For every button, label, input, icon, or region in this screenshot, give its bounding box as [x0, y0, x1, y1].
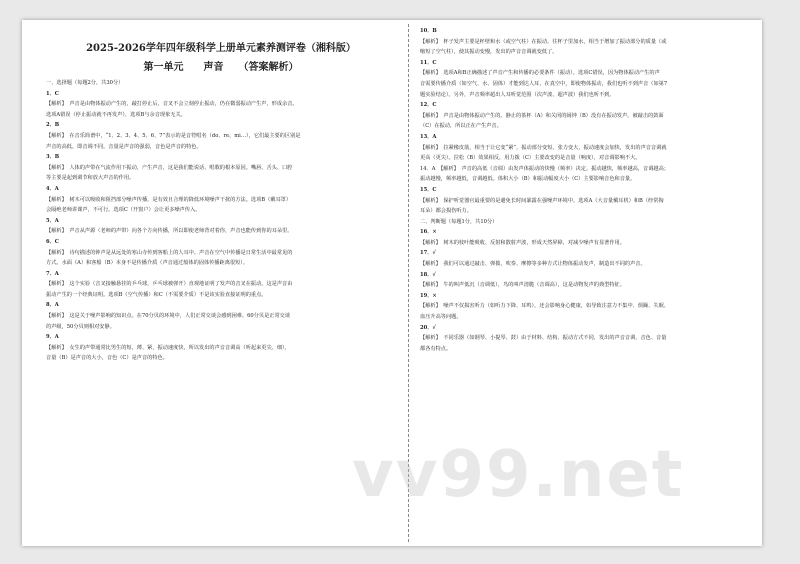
explanation-line: 【解析】 这个实验（音叉接触悬挂的乒乓球，乒乓球被弹开）直观地证明了发声的音叉在振动。这是声音由	[46, 281, 293, 288]
explanation-line: 振动越慢，频率越低，音调越低。体积大小（B）和振动幅度大小（C）主要影响音色和音量。	[420, 176, 636, 183]
explanation-line: 【解析】 牛的叫声低沉（音调低），鸟的叫声清脆（音调高），这是动物发声的典型特征。	[420, 282, 625, 289]
answer-number: 7．A	[46, 270, 59, 277]
explanation-line: 等主要是起到调节和放大声音的作用。	[46, 175, 135, 182]
answer-number: 19．×	[420, 292, 437, 299]
explanation-line: 耳朵）都会损伤听力。	[420, 208, 472, 215]
explanation-line: 【解析】 树木的枝叶能吸收、反射和散射声波，形成天然屏障，对减少噪声有显著作用。	[420, 239, 625, 246]
explanation-line: 【解析】 在音乐简谱中，“1、2、3、4、5、6、7”表示的是音符唱名（do、re、mi…），它们最主要的区别是	[46, 132, 301, 139]
explanation-line: 【解析】 拉紧橡皮筋，相当于让它变“紧”，振动部分变短、张力变大，振动速度会加快，发出的声音音调就	[420, 144, 667, 151]
explanation-line: 【解析】 诗句描述的钟声是从远处的寒山寺传到客船上的人耳中。声音在空气中传播是日常生活中最常见的	[46, 249, 293, 256]
left-column	[46, 26, 396, 364]
answer-number: 10．B	[420, 28, 437, 34]
page-title: 2025-2026学年四年级科学上册单元素养测评卷（湘科版）	[86, 43, 356, 54]
explanation-line: 【解析】 声音从声源（老师的声带）向各个方向传播，所以即使老师背对着你，声音也能传到你的耳朵里。	[46, 228, 293, 235]
explanation-line: 【解析】 杯子发声主要是杯壁和水（或空气柱）在振动。往杯子里加水，相当于增加了振动部分的质量（或	[420, 38, 667, 45]
explanation-line: 的声级，50分贝则相对安静。	[46, 323, 115, 330]
section-heading: 二、判断题（每题1分，共10分）	[420, 218, 498, 225]
explanation-line: 缩短了空气柱），使其振动变慢，发出的声音音调就变低了。	[420, 49, 558, 56]
explanation-line: 【解析】 保护听觉器官最重要的是避免长时间暴露在强噪声环境中。选项A（大音量戴耳机）和B（经常掏	[420, 197, 664, 204]
answer-number: 11．C	[420, 59, 437, 66]
answer-number: 1．C	[46, 90, 59, 97]
answer-number: 3．B	[46, 154, 60, 161]
explanation-line: 血压升高等问题。	[420, 314, 462, 321]
answer-number: 20．√	[420, 324, 436, 331]
answer-number: 13．A	[420, 133, 437, 140]
explanation-line: 会隔绝老师讲课声，不可行。选项C（开窗户）会让更多噪声传入。	[46, 207, 201, 214]
explanation-line: 音量（B）是声音的大小，音色（C）是声音的特色。	[46, 355, 168, 362]
watermark: vv99.net	[352, 438, 685, 512]
answer-number: 12．C	[420, 102, 437, 109]
explanation-line: 声音的高低，即音调不同。音量是声音的强弱，音色是声音的特色。	[46, 143, 202, 150]
explanation-line: 【解析】 女生的声带通常比男生的短、薄、紧，振动速度快，所以发出的声音音调高（听起来更尖、细），	[46, 344, 290, 351]
explanation-line: 音需要传播介质（如空气、水、固体）才能到达人耳，在真空中，即使物体振动，我们也听不到声音（如第7	[420, 80, 668, 87]
answer-number: 2．B	[46, 122, 60, 129]
answer-number: 6．C	[46, 238, 59, 245]
answer-number: 4．A	[46, 185, 59, 192]
explanation-line: 14．A 【解析】 声音的高低（音调）由发声体振动的快慢（频率）决定。振动越快，频率越高，音调越高；	[420, 165, 669, 172]
answer-number: 18．√	[420, 271, 436, 278]
explanation-line: 【解析】 不同乐器（如钢琴、小提琴、鼓）由于材料、结构、振动方式不同，发出的声音音调、音色、音量	[420, 335, 667, 342]
answer-number: 17．√	[420, 250, 436, 257]
column-divider	[408, 24, 409, 542]
explanation-line: 方式。水面（A）和客船（B）本身不是传播介质（声音通过船体的固体传播距离很短）。	[46, 260, 249, 267]
explanation-line: 【解析】 声音是由物体振动产生的。静止的茶杯（A）和关闭的闹钟（B）没有在振动发声。被敲击的鼓面	[420, 112, 664, 119]
explanation-line: 更高（更尖）。拉松（B）效果相反，用力拨（C）主要改变的是音量（响度），对音调影响不大。	[420, 155, 641, 162]
answer-sheet	[22, 20, 762, 546]
answer-number: 9．A	[46, 334, 59, 341]
explanation-line: 题实验结论）。另外，声音频率超出人耳听觉范围（次声波、超声波）我们也听不到。	[420, 91, 615, 98]
right-column-body	[420, 26, 740, 354]
explanation-line: 选项A错误（停止振动就不再发声），选项B与余音现象无关。	[46, 111, 186, 118]
section-heading: 一、选择题（每题2分，共30分）	[46, 80, 124, 86]
explanation-line: 【解析】 声音是由物体振动产生的，敲打停止后，音叉不会立刻停止振动，仍在微弱振动产生声，形成余音。	[46, 101, 298, 108]
answer-number: 15．C	[420, 186, 437, 193]
left-column-body	[46, 78, 396, 364]
explanation-line: 【解析】 噪声不仅损害听力（如听力下降、耳鸣），还会影响身心健康，如导致注意力不集中、烦躁、失眠、	[420, 303, 669, 310]
answer-number: 16．×	[420, 229, 437, 236]
explanation-line: 【解析】 树木可以吸收和阻挡部分噪声传播，是有效且合理的降低环境噪声干扰的方法。选项B（戴耳罩）	[46, 196, 292, 203]
right-column	[420, 26, 740, 354]
explanation-line: 【解析】 选项A和B正确描述了声音产生和传播的必要条件（振动）。选项C错误，因为物体振动产生的声	[420, 70, 660, 77]
explanation-line: 【解析】 人体的声带在气流作用下振动，产生声音，这是我们能说话、唱歌的根本原因。嘴唇、舌头、口腔	[46, 164, 293, 171]
explanation-line: 【解析】 这是关于噪声影响的知识点。在70分贝的环境中，人们正常交谈会感到困难。60分贝是正常交谈	[46, 313, 291, 320]
explanation-line: （C）在振动，所以正在产生声音。	[420, 123, 502, 130]
answer-number: 5．A	[46, 217, 59, 224]
answer-number: 8．A	[46, 302, 59, 309]
explanation-line: 都各有特点。	[420, 345, 452, 352]
explanation-line: 【解析】 我们可以通过敲击、弹拨、吹奏、摩擦等多种方式让物体振动发声，制造出不同的声音。	[420, 261, 646, 268]
page-subtitle: 第一单元 声音 （答案解析）	[143, 62, 299, 73]
explanation-line: 振动产生的一个经典证明。选项B（空气传播）和C（不需要介质）不是该实验直接证明的重点。	[46, 291, 267, 298]
